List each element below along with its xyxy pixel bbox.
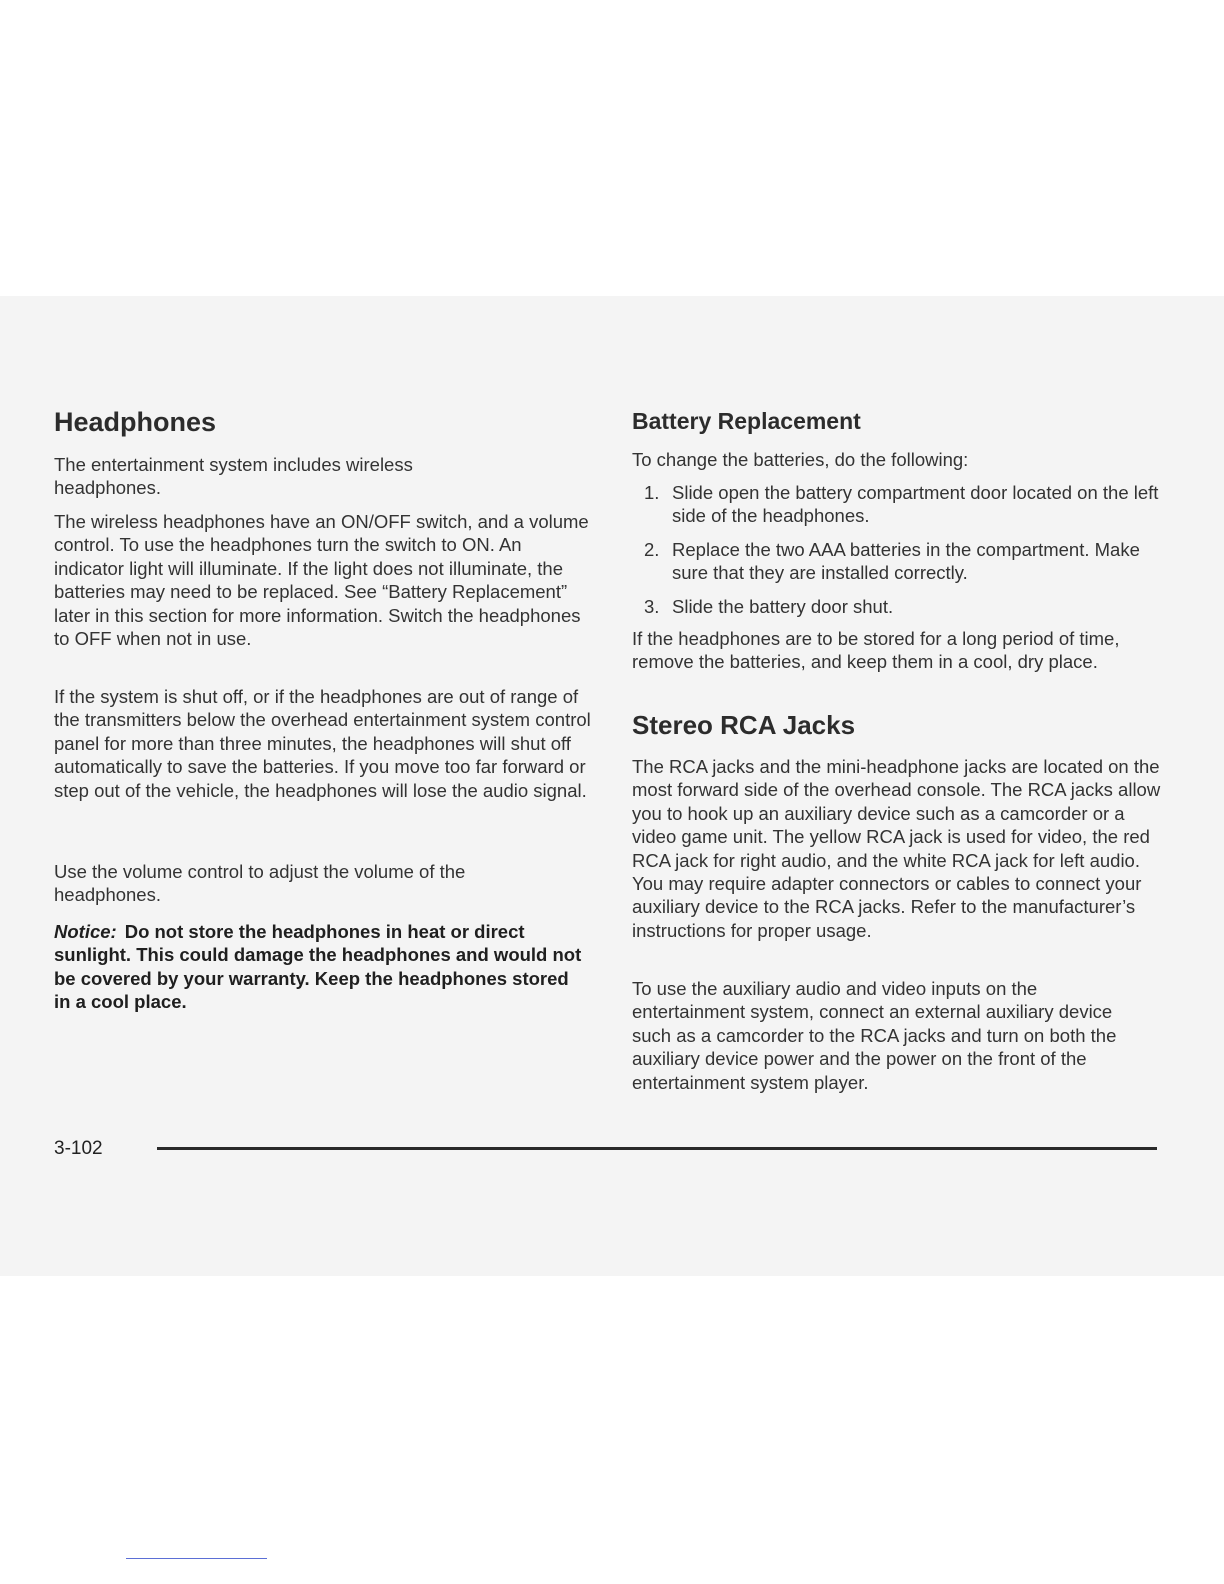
- step-text: Replace the two AAA batteries in the compartment. Make sure that they are installed correctly.: [672, 538, 1140, 584]
- battery-step: [632, 595, 1167, 618]
- battery-replacement-heading: Battery Replacement: [632, 408, 861, 434]
- headphones-auto-off-paragraph: If the system is shut off, or if the headphones are out of range of the transmitters below the overhead entertainment system control panel for more than three minutes, the headphones will shut off automatically to save the batteries. If you move too far forward or step out of the vehicle, the headphones will lose the audio signal.: [54, 686, 591, 801]
- footer-divider: [157, 1147, 1157, 1150]
- headphones-switch-paragraph: The wireless headphones have an ON/OFF switch, and a volume control. To use the headphones turn the switch to ON. An indicator light will illuminate. If the light does not illuminate, the batteries may need to be replaced. See “Battery Replacement” later in this section for more information. Switch the headphones to OFF when not in use.: [54, 511, 589, 650]
- headphones-heading: Headphones: [54, 407, 217, 437]
- manual-page: [0, 296, 1224, 1276]
- step-number: 2.: [644, 538, 660, 560]
- battery-intro: To change the batteries, do the following:: [632, 449, 969, 470]
- step-number: 3.: [644, 595, 660, 617]
- battery-storage-paragraph: If the headphones are to be stored for a long period of time, remove the batteries, and keep them in a cool, dry place.: [632, 628, 1120, 673]
- headphones-intro-paragraph: The entertainment system includes wireless headphones.: [54, 454, 413, 499]
- notice-paragraph: [54, 920, 586, 1014]
- notice-label: Notice:: [54, 921, 117, 942]
- step-text: Slide the battery door shut.: [672, 595, 894, 617]
- battery-step: [632, 481, 1167, 528]
- rca-jacks-paragraph: The RCA jacks and the mini-headphone jacks are located on the most forward side of the overhead console. The RCA jacks allow you to hook up an auxiliary device such as a camcorder or a video game unit. The yellow RCA jack is used for video, the red RCA jack for right audio, and the white RCA jack for left audio. You may require adapter connectors or cables to connect your auxiliary device to the RCA jacks. Refer to the manufacturer’s instructions for proper usage.: [632, 756, 1161, 941]
- auxiliary-inputs-paragraph: To use the auxiliary audio and video inputs on the entertainment system, connect an external auxiliary device such as a camcorder to the RCA jacks and turn on both the auxiliary device power and the power on the front of the entertainment system player.: [632, 978, 1117, 1093]
- step-text: Slide open the battery compartment door located on the left side of the headphones.: [672, 482, 1159, 527]
- bottom-link-underline: [126, 1558, 267, 1559]
- page-number: 3-102: [54, 1138, 103, 1159]
- battery-steps-list: [632, 481, 1167, 628]
- step-number: 1.: [644, 482, 660, 503]
- volume-control-paragraph: Use the volume control to adjust the volume of the headphones.: [54, 861, 466, 906]
- notice-text: Do not store the headphones in heat or direct sunlight. This could damage the headphones and would not be covered by your warranty. Keep the headphones stored in a cool place.: [54, 921, 582, 1013]
- battery-step: [632, 538, 1167, 585]
- stereo-rca-jacks-heading: Stereo RCA Jacks: [632, 710, 856, 740]
